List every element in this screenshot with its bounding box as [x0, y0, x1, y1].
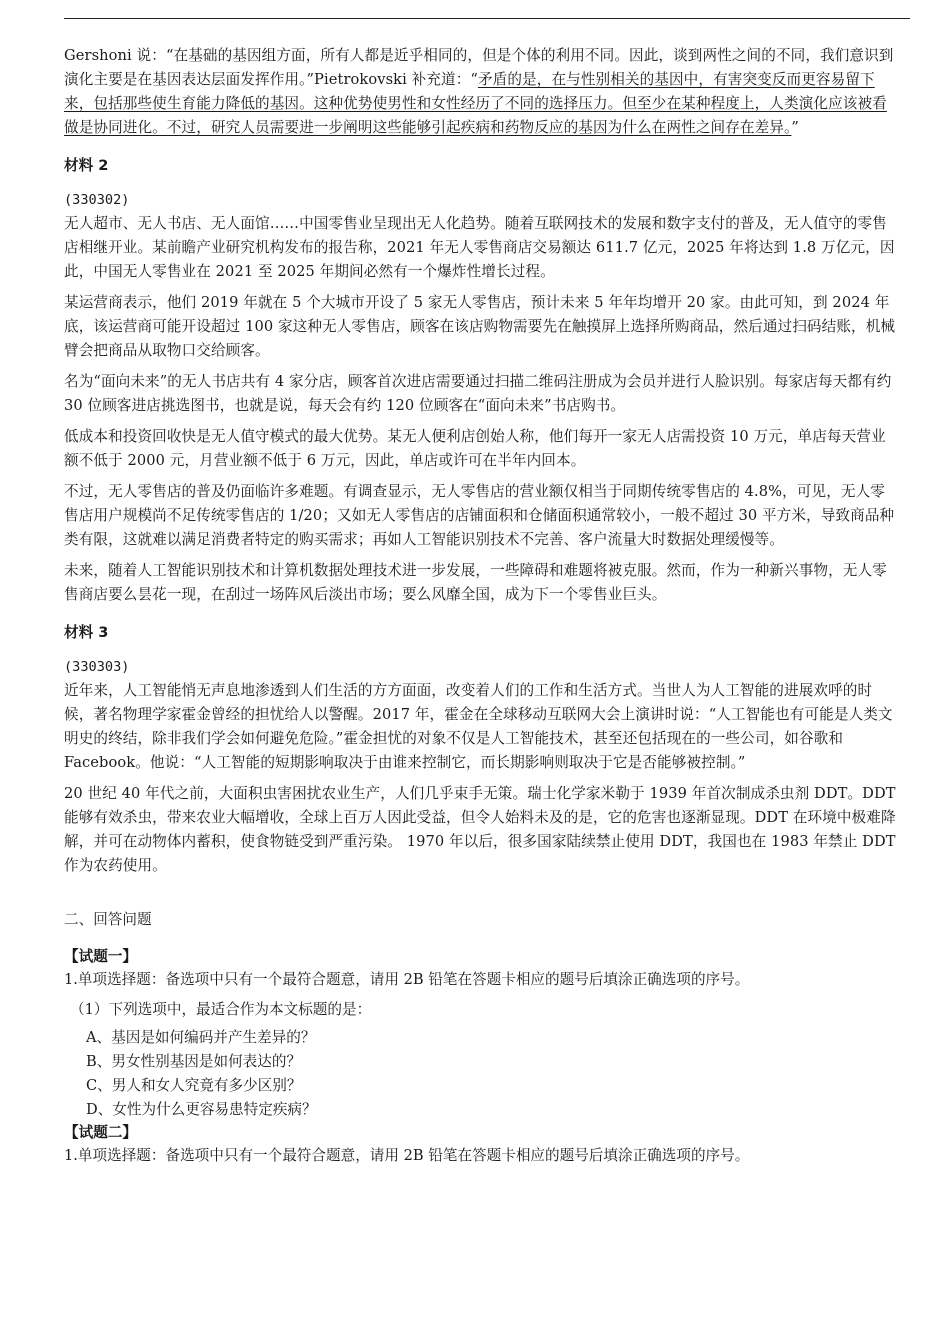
question-1-options: [86, 1026, 898, 1122]
option-a[interactable]: A、基因是如何编码并产生差异的？: [86, 1029, 316, 1046]
material-2-paragraph: 未来，随着人工智能识别技术和计算机数据处理技术进一步发展，一些障碍和难题将被克服。然而，作为一种新兴事物，无人零售商店要么昙花一现，在刮过一场阵风后淡出市场；要么风靡全国，成为下一个零售业巨头。: [64, 562, 887, 603]
option-d[interactable]: D、女性为什么更容易患特定疾病？: [86, 1101, 317, 1118]
document-body: [64, 44, 898, 1172]
material-2-paragraph: 无人超市、无人书店、无人面馆……中国零售业呈现出无人化趋势。随着互联网技术的发展和数字支付的普及，无人值守的零售店相继开业。某前瞻产业研究机构发布的报告称，2021 年无人零售商店交易额达 611.7 亿元，2025 年将达到 1.8 万亿元，因此，中国无人零售业在 2021 至 2025 年期间必然有一个爆炸性增长过程。: [64, 215, 895, 280]
header-rule: [64, 18, 910, 19]
option-b[interactable]: B、男女性别基因是如何表达的？: [86, 1053, 302, 1070]
question-1-heading: 【试题一】: [64, 948, 137, 965]
material-3-code: (330303): [64, 659, 130, 675]
material-2-paragraph: 不过，无人零售店的普及仍面临许多难题。有调查显示，无人零售店的营业额仅相当于同期传统零售店的 4.8%，可见，无人零售店用户规模尚不足传统零售店的 1/20；又如无人零售店的店铺面积和仓储面积通常较小，一般不超过 30 平方米，导致商品种类有限，这就难以满足消费者特定的购买需求；再如人工智能识别技术不完善、客户流量大时数据处理缓慢等。: [64, 483, 895, 548]
underlined-passage: 矛盾的是，在与性别相关的基因中，有害突变反而更容易留下来，包括那些使生育能力降低的基因。这种优势使男性和女性经历了不同的选择压力。但至少在某种程度上，人类演化应该被看做是协同进化。不过，研究人员需要进一步阐明这些能够引起疾病和药物反应的基因为什么在两性之间存在差异。: [64, 71, 887, 136]
material-2-code: (330302): [64, 192, 130, 208]
material-3-heading: 材料 3: [64, 624, 109, 641]
section-title: 二、回答问题: [64, 911, 152, 928]
material-2-paragraph: 低成本和投资回收快是无人值守模式的最大优势。某无人便利店创始人称，他们每开一家无人店需投资 10 万元，单店每天营业额不低于 2000 元，月营业额不低于 6 万元，因此，单店或许可在半年内回本。: [64, 428, 886, 469]
question-2-instruction: 1.单项选择题：备选项中只有一个最符合题意，请用 2B 铅笔在答题卡相应的题号后填涂正确选项的序号。: [64, 1147, 750, 1164]
material-2-paragraph: 名为“面向未来”的无人书店共有 4 家分店，顾客首次进店需要通过扫描二维码注册成为会员并进行人脸识别。每家店每天都有约 30 位顾客进店挑选图书，也就是说，每天会有约 120 位顾客在“面向未来”书店购书。: [64, 373, 892, 414]
quote-close-text: ”: [791, 119, 799, 136]
question-1-instruction: 1.单项选择题：备选项中只有一个最符合题意，请用 2B 铅笔在答题卡相应的题号后填涂正确选项的序号。: [64, 971, 750, 988]
question-2-heading: 【试题二】: [64, 1124, 137, 1141]
material-2-paragraph: 某运营商表示，他们 2019 年就在 5 个大城市开设了 5 家无人零售店，预计未来 5 年年均增开 20 家。由此可知，到 2024 年底，该运营商可能开设超过 100 家这种无人零售店，顾客在该店购物需要先在触摸屏上选择所购商品，然后通过扫码结账，机械臂会把商品从取物口交给顾客。: [64, 294, 896, 359]
question-1-stem: （1）下列选项中，最适合作为本文标题的是：: [70, 1001, 372, 1018]
material-2-heading: 材料 2: [64, 157, 109, 174]
material-3-paragraph: 近年来，人工智能悄无声息地渗透到人们生活的方方面面，改变着人们的工作和生活方式。当世人为人工智能的进展欢呼的时候，著名物理学家霍金曾经的担忧给人以警醒。2017 年，霍金在全球移动互联网大会上演讲时说：“人工智能也有可能是人类文明史的终结，除非我们学会如何避免危险。”霍金担忧的对象不仅是人工智能技术，甚至还包括现在的一些公司，如谷歌和 Facebook。他说：“人工智能的短期影响取决于由谁来控制它，而长期影响则取决于它是否能够被控制。”: [64, 682, 893, 771]
material-3-paragraph: 20 世纪 40 年代之前，大面积虫害困扰农业生产，人们几乎束手无策。瑞士化学家米勒于 1939 年首次制成杀虫剂 DDT。DDT 能够有效杀虫，带来农业大幅增收，全球上百万人因此受益，但令人始料未及的是，它的危害也逐渐显现。DDT 在环境中极难降解，并可在动物体内蓄积，使食物链受到严重污染。 1970 年以后，很多国家陆续禁止使用 DDT，我国也在 1983 年禁止 DDT 作为农药使用。: [64, 785, 896, 874]
option-c[interactable]: C、男人和女人究竟有多少区别？: [86, 1077, 302, 1094]
material-1-closing-paragraph: [64, 44, 898, 140]
quote-intro-text: Gershoni 说：“在基础的基因组方面，所有人都是近乎相同的，但是个体的利用不同。因此，谈到两性之间的不同，我们意识到演化主要是在基因表达层面发挥作用。”Pietrokovski 补充道：“: [64, 47, 894, 88]
